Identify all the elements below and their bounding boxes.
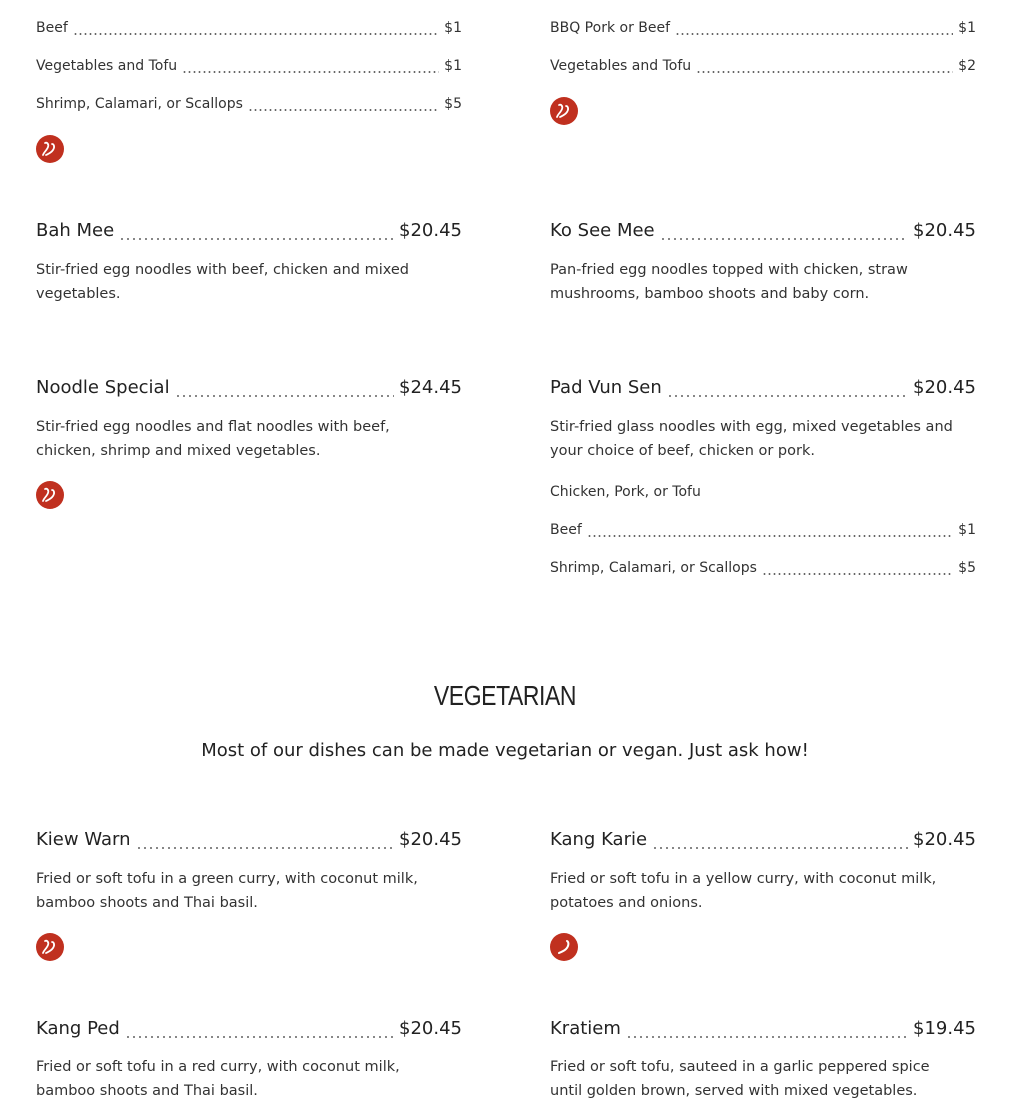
menu-item-description: Stir-fried egg noodles with beef, chicken and mixed vegetables. — [36, 262, 410, 302]
menu-item-description: Fried or soft tofu in a red curry, with coconut milk, bamboo shoots and Thai basil. — [36, 1059, 400, 1099]
leader-dots — [696, 59, 953, 74]
option-price: $1 — [444, 58, 462, 74]
chili-pepper-two-icon — [36, 933, 64, 961]
leader-dots — [182, 59, 439, 74]
option-row — [550, 560, 976, 576]
menu-item-title-row — [36, 1018, 462, 1039]
menu-item-name: Kratiem — [550, 1018, 621, 1039]
option-label: BBQ Pork or Beef — [550, 20, 671, 36]
menu-item-price: $20.45 — [913, 220, 976, 241]
menu-item-description: Fried or soft tofu in a green curry, with coconut milk, bamboo shoots and Thai basil. — [36, 871, 418, 911]
menu-item-price: $20.45 — [399, 829, 462, 850]
menu-item-description: Stir-fried egg noodles and flat noodles with beef, chicken, shrimp and mixed vegetables. — [36, 419, 390, 459]
menu-item-title-row — [550, 377, 976, 398]
leader-dots — [660, 222, 908, 241]
menu-item-price: $20.45 — [913, 377, 976, 398]
option-price: $2 — [958, 58, 976, 74]
option-label: Shrimp, Calamari, or Scallops — [550, 560, 757, 576]
chili-pepper-two-icon — [550, 97, 578, 125]
option-price: $1 — [958, 20, 976, 36]
leader-dots — [762, 561, 953, 576]
menu-item-price: $24.45 — [399, 377, 462, 398]
menu-item-name: Bah Mee — [36, 220, 115, 241]
menu-item-title-row — [550, 1018, 976, 1039]
menu-item-description: Fried or soft tofu in a yellow curry, with coconut milk, potatoes and onions. — [550, 871, 937, 911]
option-label: Shrimp, Calamari, or Scallops — [36, 96, 243, 112]
leader-dots — [587, 523, 953, 538]
option-row — [550, 20, 976, 36]
menu-item-description: Pan-fried egg noodles topped with chicken, straw mushrooms, bamboo shoots and baby corn. — [550, 262, 908, 302]
option-label: Beef — [36, 20, 68, 36]
menu-item-title-row — [36, 377, 462, 398]
leader-dots — [125, 1020, 394, 1039]
base-option-label: Chicken, Pork, or Tofu — [550, 484, 701, 500]
leader-dots — [136, 831, 395, 850]
menu-item-name: Ko See Mee — [550, 220, 655, 241]
menu-item-name: Kang Ped — [36, 1018, 120, 1039]
menu-item-name: Noodle Special — [36, 377, 170, 398]
chili-pepper-two-icon — [36, 135, 64, 163]
option-price: $1 — [958, 522, 976, 538]
leader-dots — [626, 1020, 908, 1039]
leader-dots — [119, 222, 394, 241]
menu-item-title-row — [36, 829, 462, 850]
menu-item-description: Stir-fried glass noodles with egg, mixed vegetables and your choice of beef, chicken or pork. — [550, 419, 953, 459]
leader-dots — [667, 379, 908, 398]
option-price: $5 — [958, 560, 976, 576]
option-row — [36, 96, 462, 112]
menu-item-name: Pad Vun Sen — [550, 377, 662, 398]
menu-item-price: $19.45 — [913, 1018, 976, 1039]
option-label: Beef — [550, 522, 582, 538]
menu-item-title-row — [550, 829, 976, 850]
option-label: Vegetables and Tofu — [550, 58, 692, 74]
menu-item-name: Kiew Warn — [36, 829, 131, 850]
section-subtitle: Most of our dishes can be made vegetarian or vegan. Just ask how! — [201, 740, 809, 761]
option-label: Vegetables and Tofu — [36, 58, 178, 74]
option-price: $5 — [444, 96, 462, 112]
menu-item-price: $20.45 — [399, 220, 462, 241]
menu-item-title-row — [36, 220, 462, 241]
leader-dots — [73, 21, 439, 36]
menu-item-description: Fried or soft tofu, sauteed in a garlic peppered spice until golden brown, served with mixed vegetables. — [550, 1059, 930, 1099]
menu-item-price: $20.45 — [913, 829, 976, 850]
option-row — [36, 20, 462, 36]
leader-dots — [248, 97, 439, 112]
menu-item-title-row — [550, 220, 976, 241]
option-row — [550, 522, 976, 538]
chili-pepper-one-icon — [550, 933, 578, 961]
chili-pepper-two-icon — [36, 481, 64, 509]
leader-dots — [652, 831, 908, 850]
leader-dots — [675, 21, 953, 36]
option-row — [36, 58, 462, 74]
section-title: VEGETARIAN — [433, 680, 577, 711]
leader-dots — [175, 379, 394, 398]
menu-item-price: $20.45 — [399, 1018, 462, 1039]
option-row — [550, 58, 976, 74]
menu-item-name: Kang Karie — [550, 829, 648, 850]
option-price: $1 — [444, 20, 462, 36]
